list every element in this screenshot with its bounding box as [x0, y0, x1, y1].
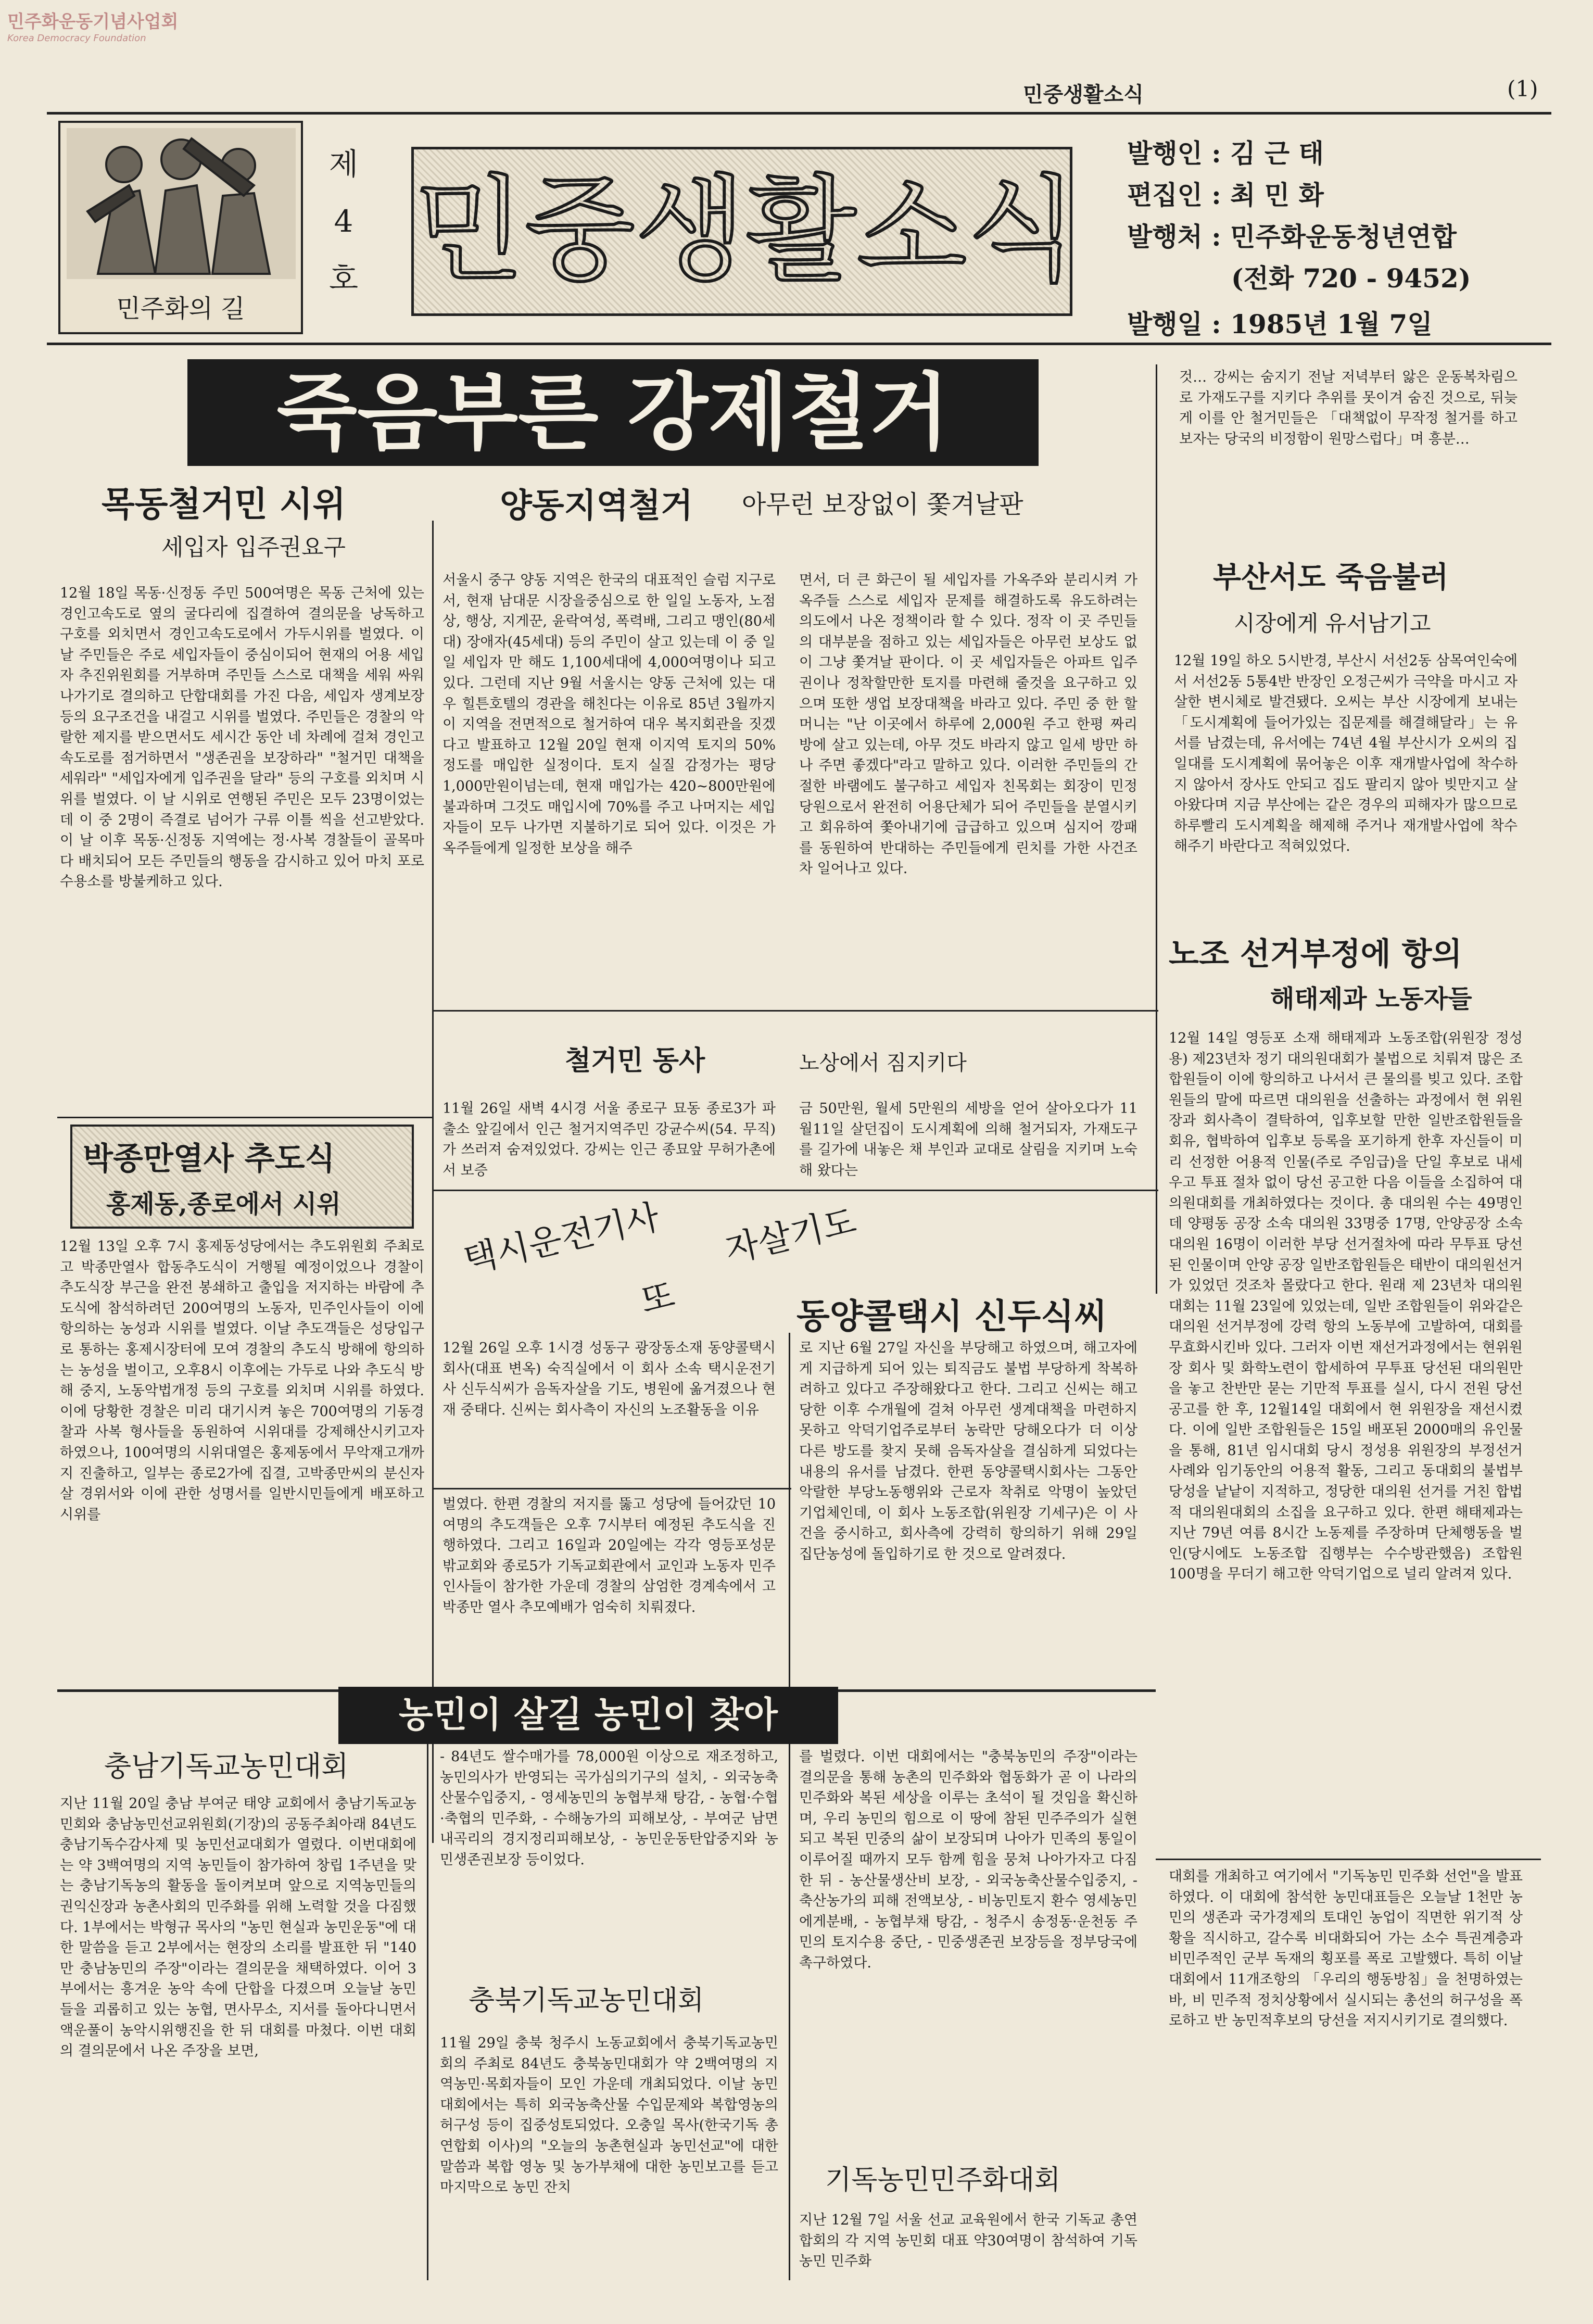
busan-intro: 것… 강씨는 숨지기 전날 저녁부터 앓은 운동복차림으로 가재도구를 지키다 추위를 못이겨 숨진 것으로, 뒤늦게 이를 안 철거민들은 「대책없이 무작정 철거를 하고보자는 당국의 비정함이 원망스럽다」며 흥분…	[1179, 369, 1518, 447]
busan-title: 부산서도 죽음불러	[1213, 561, 1449, 595]
farm-banner	[338, 1687, 838, 1744]
park-title: 박종만열사 추도식	[83, 1141, 335, 1177]
taxi-slogan-3: 자살기도	[721, 1201, 860, 1270]
issue-number-box	[328, 135, 380, 323]
archive-name-en: Korea Democracy Foundation	[7, 33, 146, 44]
issue-number: 제 4 호	[328, 146, 359, 296]
cheolgeo-title: 철거민 동사	[565, 1045, 705, 1077]
right-farm-rule	[1156, 1859, 1541, 1860]
park-subtitle: 홍제동,종로에서 시위	[106, 1190, 341, 1219]
phone: (전화 720 - 9452)	[1231, 263, 1471, 294]
mokdong-body: 12월 18일 목동·신정동 주민 500여명은 목동 근처에 있는 경인고속도로 옆의 굴다리에 집결하여 결의문을 낭독하고 구호를 외치면서 경인고속도로에서 가두시위를 벌였다. 이날 주민들은 주로 세입자들이 중심이되어 현재의 어용 세입자 추진위원회를 거부하며 주민들 스스로 대책을 세워 싸워나가기로 결의하고 단합대회를 가진 다음, 세입자 생계보장등의 요구조건을 내걸고 시위를 벌였다. 주민들은 경찰의 악랄한 제지를 받으면서도 세시간 동안 네 차례에 걸쳐 경인고속도로를 점거하면서 "생존권을 보장하라" "철거민 대책을 세워라" "세입자에게 입주권을 달라" 등의 구호를 외치며 시위를 벌였다. 이 날 시위로 연행된 주민은 모두 23명이었는데 이 중 2명이 즉결로 넘어가 구류 이틀 씩을 선고받았다. 이 날 이후 목동·신정동 지역에는 정·사복 경찰들이 골목마다 배치되어 모든 주민들의 행동을 감시하고 있어 마치 포로수용소를 방불케하고 있다.	[60, 585, 424, 890]
logo-box	[58, 121, 303, 334]
mokdong-title: 목동철거민 시위	[102, 484, 346, 524]
busan-body: 12월 19일 하오 5시반경, 부산시 서선2동 삼목여인숙에서 서선2동 5통4반 반장인 오정근씨가 극약을 마시고 자살한 변시체로 발견됐다. 오씨는 부산 시장에게 보내는 「도시계획에 들어가있는 집문제를 해결해달라」는 유서를 남겼는데, 유서에는 74년 4월 부산시가 오씨의 집일대를 도시계획에 묶어놓은 이후 재개발사업에 착수하지 않아서 장사도 안되고 집도 팔리지 않아 빚만지고 살아왔다며 지금 부산에는 같은 경우의 피해자가 많으므로 하루빨리 도시계획을 해제해 주거나 재개발사업에 착수해주기 바란다고 적혀있었다.	[1174, 653, 1518, 855]
park-title-box	[70, 1125, 414, 1229]
publisher: 발행인 : 김 근 태	[1127, 138, 1324, 169]
archive-stamp	[7, 7, 179, 49]
header-rule	[47, 112, 1551, 115]
labor-subtitle: 해태제과 노동자들	[1270, 984, 1472, 1014]
taxi-rule	[432, 1488, 791, 1489]
busan-subtitle: 시장에게 유서남기고	[1234, 611, 1431, 636]
chungbuk-body-continued: 를 벌렸다. 이번 대회에서는 "충북농민의 주장"이라는 결의문을 통해 농촌의 민주화와 협동화가 곧 이 나라의 민주화와 복된 세상을 이루는 초석이 될 것임을 확신하며, 우리 농민의 힘으로 이 땅에 참된 민주주의가 실현되고 복된 민중의 삶이 보장되며 나아가 민족의 통일이 이루어질 때까지 모두 함께 힘을 뭉쳐 나아가자고 다짐한 뒤 - 농산물생산비 보장, - 외국농축산물수입중지, - 축산농가의 피해 전액보상, - 비농민토지 환수 영세농민에게분배, - 농협부채 탕감, - 청주시 송정동·운천동 주민의 토지수용 중단, - 민중생존권 보장등을 정부당국에 촉구하였다.	[799, 1749, 1137, 1971]
publisher-info	[1127, 133, 1471, 345]
taxi-title: 동양콜택시 신두식씨	[797, 1296, 1107, 1336]
park-body-continued: 벌였다. 한편 경찰의 저지를 뚫고 성당에 들어갔던 10여명의 추도객들은 오후 7시부터 예정된 추도식을 진행하였다. 그리고 16일과 20일에는 각각 영등포성문밖교회와 종로5가 기독교회관에서 교인과 노동자 민주인사들이 참가한 가운데 경찰의 삼엄한 경계속에서 고 박종만 열사 추모예배가 엄숙히 치뤄졌다.	[443, 1496, 776, 1615]
col-divider-right	[1156, 364, 1157, 1294]
yangdong-body-2: 면서, 더 큰 화근이 될 세입자를 가옥주와 분리시켜 가옥주들 스스로 세입자 문제를 해결하도록 유도하려는 의도에서 나온 정책이라 할 수 있다. 정작 이 곳 주민들의 대부분을 점하고 있는 세입자들은 아무런 보상도 없이 그냥 쫓겨날 판이다. 이 곳 세입자들은 아파트 입주권이나 정착할만한 토지를 마련해 줄것을 요구하고 있으며 또한 생업 보장대책을 바라고 있다. 주민 중 한 할머니는 "난 이곳에서 하루에 2,000원 주고 한평 짜리 방에 살고 있는데, 아무 것도 바라지 않고 일세 방만 하나 주면 좋겠다"라고 말하고 있다. 이러한 주민들의 간절한 바램에도 불구하고 세입자 친목회는 회장이 민정당원으로서 완전히 어용단체가 되어 주민들을 분열시키고 회유하여 쫓아내기에 급급하고 있으며 심지어 깡패를 동원하여 반대하는 주민들에게 린치를 가한 사건조차 일어나고 있다.	[799, 572, 1137, 877]
park-body: 12월 13일 오후 7시 홍제동성당에서는 추도위원회 주최로 고 박종만열사 합동추도식이 거행될 예정이었으나 경찰이 추도식장 부근을 완전 봉쇄하고 출입을 저지하는 바람에 추도식에 참석하려던 200여명의 노동자, 민주인사들이 이에 항의하는 농성과 시위를 벌였다. 이날 추도객들은 성당입구로 통하는 홍제시장터에 모여 경찰의 추도식 방해에 항의하는 농성을 벌이고, 오후8시 이후에는 가두로 나와 추도식 방해 중지, 노동악법개정 등의 구호를 외치며 시위를 하였다. 이에 당황한 경찰은 미리 대기시켜 놓은 700여명의 기동경찰과 사복 형사들을 동원하여 시위대를 강제해산시키고자 하였으나, 100여명의 시위대열은 홍제동에서 무악재고개까지 진출하고, 일부는 종로2가에 집결, 고박종만씨의 분신자살 경위서와 이에 관한 성명서를 일반시민들에게 배포하고 시위를	[60, 1239, 424, 1523]
farm-divider-2	[789, 1744, 790, 2280]
logo-illustration	[67, 128, 296, 279]
gidok-body: 지난 12월 7일 서울 선교 교육원에서 한국 기독교 총연합회의 각 지역 농민회 대표 약30여명이 참석하여 기독 농민 민주화	[799, 2212, 1137, 2270]
farm-divider-1	[427, 1744, 428, 2280]
chungbuk-body: 11월 29일 충북 청주시 노동교회에서 충북기독교농민회의 주최로 84년도 충북농민대회가 약 2백여명의 지역농민·목회자들이 모인 가운데 개최되었다. 이날 농민대회에서는 특히 외국농축산물 수입문제와 복합영농의 허구성 등이 집중성토되었다. 오충일 목사(한국기독 총연합회 이사)의 "오늘의 농촌현실과 농민선교"에 대한 말씀과 복합 영농 및 농가부채에 대한 농민보고를 듣고 마지막으로 농민 잔치	[440, 2035, 778, 2196]
col-divider-1	[432, 521, 434, 1843]
archive-name: 민주화운동기념사업회	[7, 11, 179, 32]
issue-date: 발행일 : 1985년 1월 7일	[1127, 309, 1433, 339]
masthead-title: 민중생활소식	[414, 163, 1078, 297]
labor-body: 12월 14일 영등포 소재 해태제과 노동조합(위원장 정성용) 제23년차 정기 대의원대회가 불법으로 치뤄져 많은 조합원들이 이에 항의하고 나서서 큰 물의를 빚고 있다. 조합원들의 말에 따르면 대의원을 선출하는 과정에서 현 위원장과 회사측이 결탁하여, 입후보할 만한 일반조합원들을 회유, 협박하여 입후보 등록을 포기하게 한후 자신들이 미리 선정한 어용적 인물(주로 주임급)을 단일 후보로 내세우고 투표 절차 없이 당선 공고한 다음 이들을 소집하여 대의원대회를 개최하였다는 것이다. 총 대의원 수는 49명인데 양평동 공장 소속 대의원 33명중 17명, 안양공장 소속 대의원 16명이 이러한 부당 선거절차에 따라 무투표 당선된 인물이며 안양 공장 일반조합원들은 태반이 대의원선거가 있었던 것조차 몰랐다고 한다. 원래 제 23년차 대의원대회는 11월 23일에 있었는데, 일반 조합원들이 위와같은 대의원 선거부정에 강력 항의 노동부에 고발하여, 대회를 무효화시킨바 있다. 그러자 이번 재선거과정에서는 현위원장 회사 및 화학노련이 합세하여 무투표 당선된 대의원만을 놓고 찬반만 묻는 기만적 투표를 실시, 다시 전원 당선 공고를 한 후, 12월14일 대회에서 현 위원장을 재선시켰다. 이에 일반 조합원들은 15일 배포된 2000매의 유인물을 통해, 81년 임시대회 당시 정성용 위원장의 부정선거 사례와 임기동안의 어용적 활동, 그리고 동대회의 불법부당성을 낱낱이 지적하고, 정당한 대의원 선거를 거친 합법적 대의원대회의 소집을 요구하고 있다. 한편 해태제과는 지난 79년 여름 8시간 노동제를 주장하며 단체행동을 벌인(당시에도 노동조합 집행부는 수수방관했음) 조합원 100명을 무더기 해고한 악덕기업으로 널리 알려져 있다.	[1169, 1030, 1523, 1583]
labor-title: 노조 선거부정에 항의	[1169, 936, 1462, 972]
taxi-slogan-2: 또	[637, 1274, 678, 1322]
cheolgeo-bottom-rule	[432, 1190, 1158, 1191]
page-number: (1)	[1507, 76, 1538, 102]
mokdong-subtitle: 세입자 입주권요구	[161, 534, 346, 561]
cheolgeo-rule	[432, 1010, 1158, 1012]
cheolgeo-body-2: 금 50만원, 월세 5만원의 세방을 얻어 살아오다가 11월11일 살던집이 도시계획에 의해 철거되자, 가재도구를 길가에 내놓은 채 부인과 교대로 살림을 지키며 노숙해 왔다는	[799, 1101, 1137, 1179]
chungnam-body: 지난 11월 20일 충남 부여군 태양 교회에서 충남기독교농민회와 충남농민선교위원회(기장)의 공동주최아래 84년도 충남기독수감사제 및 농민선교대회가 열렸다. 이번대회에는 약 3백여명의 지역 농민들이 참가하여 창립 1주년을 맞는 충남기독농의 활동을 돌이켜보며 앞으로 지역농민들의 권익신장과 농촌사회의 민주화를 위해 노력할 것을 다짐했다. 1부에서는 박형규 목사의 "농민 현실과 농민운동"에 대한 말씀을 듣고 2부에서는 현장의 소리를 발표한 뒤 "140만 충남농민의 주장"이라는 결의문을 채택하였다. 이어 3부에서는 흥겨운 농악 속에 단합을 다졌으며 오늘날 농민들을 괴롭히고 있는 농협, 면사무소, 지서를 돌아다니면서 액운풀이 농악시위행진을 한 뒤 대회를 마쳤다. 이번 대회의 결의문에서 나온 주장을 보면,	[60, 1796, 416, 2060]
cheolgeo-body-1: 11월 26일 새벽 4시경 서울 종로구 묘동 종로3가 파출소 앞길에서 인근 철거지역주민 강균수씨(54. 무직)가 쓰러져 숨져있었다. 강씨는 인근 종묘앞 무허가촌에서 보증	[443, 1101, 776, 1179]
taxi-body-2: 로 지난 6월 27일 자신을 부당해고 하였으며, 해고자에게 지급하게 되어 있는 퇴직금도 불법 부당하게 착복하려하고 있다고 주장해왔다고 한다. 그리고 신씨는 해고당한 이후 수개월에 걸쳐 아무런 생계대책을 마련하지 못하고 악덕기업주로부터 농락만 당해오다가 더 이상 다른 방도를 찾지 못해 음독자살을 결심하게 되었다는 내용의 유서를 남겼다. 한편 동양콜택시회사는 그동안 악랄한 부당노동행위와 근로자 착취로 악명이 높았던 기업체인데, 이 회사 노동조합(위원장 기세구)은 이 사건을 중시하고, 회사측에 강력히 항의하기 위해 29일 집단농성에 돌입하기로 한 것으로 알려졌다.	[799, 1340, 1137, 1562]
masthead-rule	[47, 343, 1551, 345]
chungnam-title: 충남기독교농민대회	[104, 1750, 349, 1783]
main-banner	[187, 359, 1039, 466]
running-title: 민중생활소식	[1023, 83, 1144, 107]
park-rule	[57, 1117, 432, 1118]
masthead-box	[411, 147, 1078, 316]
taxi-divider	[789, 1333, 790, 1687]
chungbuk-title: 충북기독교농민대회	[469, 1985, 704, 2016]
logo-caption: 민주화의 길	[116, 294, 245, 323]
main-banner-text: 죽음부른 강제철거	[276, 364, 950, 461]
gidok-body-continued: 대회를 개최하고 여기에서 "기독농민 민주화 선언"을 발표하였다. 이 대회에 참석한 농민대표들은 오늘날 1천만 농민의 생존과 국가경제의 토대인 농업이 직면한 위기적 상황을 직시하고, 갈수록 비대화되어 가는 소수 특권계층과 비민주적인 군부 독재의 횡포를 폭로 고발했다. 특히 이날 대회에서 11개조항의 「우리의 행동방침」을 천명하였는 바, 비 민주적 정치상황에서 실시되는 총선의 허구성을 폭로하고 반 농민적후보의 당선을 저지시키기로 결의했다.	[1169, 1868, 1523, 2029]
yangdong-body-1: 서울시 중구 양동 지역은 한국의 대표적인 슬럼 지구로서, 현재 남대문 시장을중심으로 한 일일 노동자, 노점상, 행상, 지게꾼, 윤락여성, 폭력배, 그리고 맹인(80세대) 장애자(45세대) 등의 주민이 살고 있는데 이 중 일일 세입자 만 해도 1,100세대에 4,000여명이나 되고 있다. 그런데 지난 9월 서울시는 양동 근처에 있는 대우 힐튼호텔의 경관을 해친다는 이유로 85년 3월까지 이 지역을 전면적으로 철거하여 대우 복지회관을 짓겠다고 발표하고 12월 20일 현재 이지역 토지의 50% 정도를 매입한 실정이다. 토지 실질 감정가는 평당 1,000만원이넘는데, 현재 매입가는 420~800만원에 불과하며 그것도 매입시에 70%를 주고 나머지는 세입자들이 모두 나가면 지불하기로 되어 있다. 이것은 가옥주들에게 일정한 보상을 해주	[443, 572, 776, 856]
yangdong-subtitle: 아무런 보장없이 쫓겨날판	[742, 490, 1023, 519]
cheolgeo-subtitle: 노상에서 짐지키다	[799, 1051, 967, 1075]
gidok-title: 기독농민민주화대회	[825, 2165, 1061, 2196]
taxi-slogan-1: 택시운전기사	[460, 1196, 663, 1281]
farm-demands: - 84년도 쌀수매가를 78,000원 이상으로 재조정하고, 농민의사가 반영되는 곡가심의기구의 설치, - 외국농축산물수입중지, - 영세농민의 농협부채 탕감, - 농협·수협·축협의 민주화, - 수해농가의 피해보상, - 부여군 남면 내곡리의 경지정리피해보상, - 농민운동탄압중지와 농민생존권보장 등이었다.	[440, 1749, 778, 1868]
editor: 편집인 : 최 민 화	[1127, 180, 1324, 210]
office: 발행처 : 민주화운동청년연합	[1127, 221, 1457, 252]
farm-banner-text: 농민이 살길 농민이 찾아	[399, 1695, 778, 1736]
taxi-body-1: 12월 26일 오후 1시경 성동구 광장동소재 동양콜택시회사(대표 변옥) 숙직실에서 이 회사 소속 택시운전기사 신두식씨가 음독자살을 기도, 병원에 옮겨졌으나 현재 중태다. 신씨는 회사측이 자신의 노조활동을 이유	[443, 1340, 776, 1418]
yangdong-title: 양동지역철거	[500, 487, 693, 525]
